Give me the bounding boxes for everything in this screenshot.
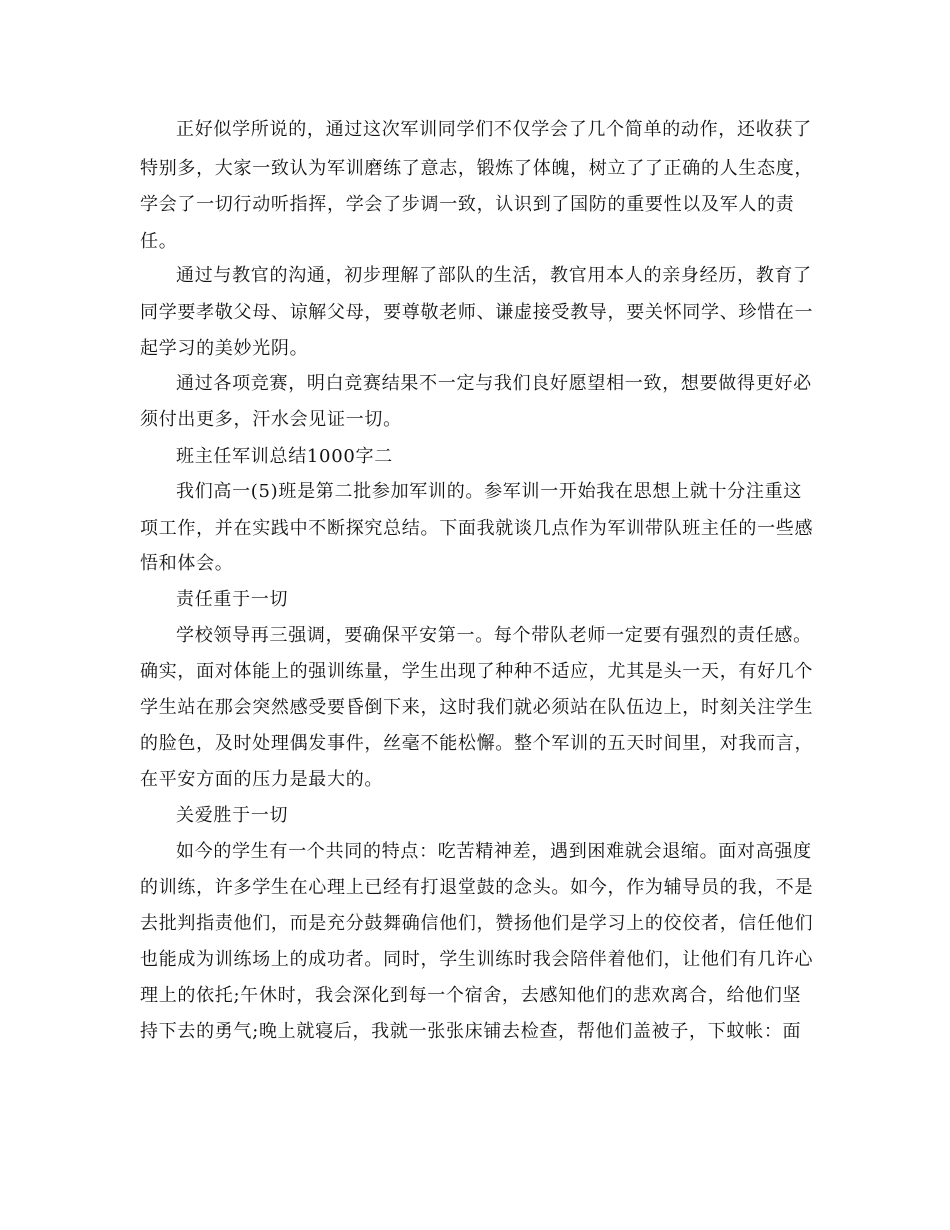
- paragraph-1-line-2: 特别多，大家一致认为军训磨练了意志，锻炼了体魄，树立了了正确的人生态度，: [140, 158, 814, 179]
- paragraph-6-line-3: 去批判指责他们，而是充分鼓舞确信他们，赞扬他们是学习上的佼佼者，信任他们: [140, 913, 814, 934]
- paragraph-4-line-1: 我们高一(5)班是第二批参加军训的。参军训一开始我在思想上就十分注重这: [176, 481, 802, 502]
- paragraph-2-line-3: 起学习的美妙光阴。: [140, 338, 309, 359]
- paragraph-5-line-5: 在平安方面的压力是最大的。: [140, 769, 384, 790]
- paragraph-6-line-6: 持下去的勇气;晚上就寝后，我就一张张床铺去检查，帮他们盖被子，下蚊帐：面: [140, 1021, 802, 1042]
- paragraph-2-line-1: 通过与教官的沟通，初步理解了部队的生活，教官用本人的亲身经历，教育了: [176, 265, 812, 286]
- paragraph-6-line-2: 的训练，许多学生在心理上已经有打退堂鼓的念头。如今，作为辅导员的我，不是: [140, 877, 814, 898]
- paragraph-6-line-4: 也能成为训练场上的成功者。同时，学生训练时我会陪伴着他们，让他们有几许心: [140, 949, 814, 970]
- paragraph-1-line-1: 正好似学所说的，通过这次军训同学们不仅学会了几个简单的动作，还收获了: [176, 119, 812, 140]
- paragraph-1-line-3: 学会了一切行动听指挥，学会了步调一致，认识到了国防的重要性以及军人的责: [140, 194, 795, 215]
- paragraph-6-line-1: 如今的学生有一个共同的特点：吃苦精神差，遇到困难就会退缩。面对高强度: [176, 841, 812, 862]
- paragraph-5-line-4: 的脸色，及时处理偶发事件，丝毫不能松懈。整个军训的五天时间里，对我而言，: [140, 733, 814, 754]
- paragraph-6-line-5: 理上的依托;午休时，我会深化到每一个宿舍，去感知他们的悲欢离合，给他们坚: [140, 985, 802, 1006]
- paragraph-5-line-2: 确实，面对体能上的强训练量，学生出现了种种不适应，尤其是头一天，有好几个: [140, 661, 814, 682]
- subheading-responsibility: 责任重于一切: [176, 589, 289, 610]
- paragraph-5-line-1: 学校领导再三强调，要确保平安第一。每个带队老师一定要有强烈的责任感。: [176, 625, 812, 646]
- paragraph-3-line-2: 须付出更多，汗水会见证一切。: [140, 409, 402, 430]
- paragraph-4-line-2: 项工作，并在实践中不断探究总结。下面我就谈几点作为军训带队班主任的一些感: [140, 518, 814, 539]
- paragraph-2-line-2: 同学要孝敬父母、谅解父母，要尊敬老师、谦虚接受教导，要关怀同学、珍惜在一: [140, 302, 814, 323]
- paragraph-3-line-1: 通过各项竞赛，明白竞赛结果不一定与我们良好愿望相一致，想要做得更好必: [176, 373, 812, 394]
- paragraph-1-line-4: 任。: [140, 231, 178, 252]
- paragraph-4-line-3: 悟和体会。: [140, 553, 234, 574]
- subheading-care: 关爱胜于一切: [176, 805, 289, 826]
- section-heading-2: 班主任军训总结1000字二: [176, 446, 393, 467]
- paragraph-5-line-3: 学生站在那会突然感受要昏倒下来，这时我们就必须站在队伍边上，时刻关注学生: [140, 697, 814, 718]
